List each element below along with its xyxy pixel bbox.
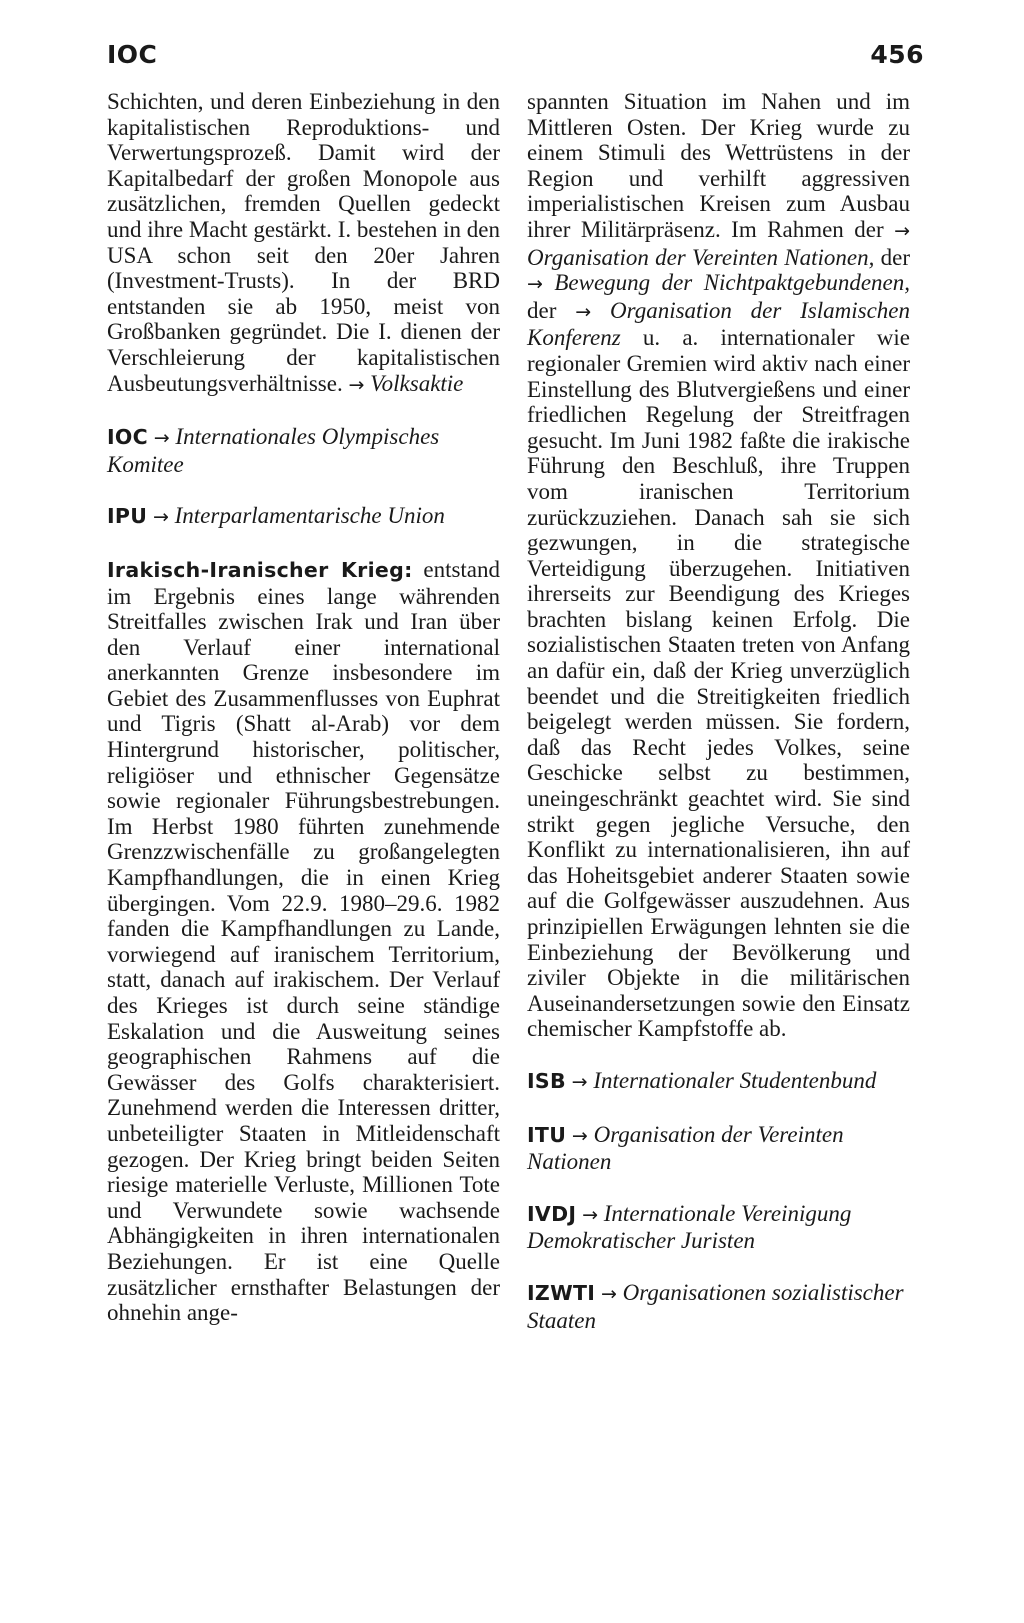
entry-text: spannten Situation im Nahen und im Mittleren Osten. Der Krieg wurde zu einem Stimuli des Wettrüstens in der Region und verhilft aggressiven imperialistischen Kreisen zum Ausbau ihrer Militärpräsenz. Im Rahmen der [527, 89, 910, 242]
entry-ipu [107, 503, 500, 531]
cross-reference-link[interactable]: Organisationen sozialistischer Staaten [527, 1279, 904, 1333]
entry-term: IPU [107, 504, 148, 529]
entry-text: entstand im Ergebnis eines lange währenden Streitfalles zwischen Irak und Iran über den Verlauf einer international anerkannten Grenze insbesondere im Gebiet des Zusammenflusses von Euphrat und Tigris (Shatt al-Arab) vor dem Hintergrund historischer, politischer, religiöser und ethnischer Gegensätze sowie regionaler Führungsbestrebungen. Im Herbst 1980 führten zunehmende Grenzzwischenfälle zu großangelegten Kampfhandlungen, die in einen Krieg übergingen. Vom 22.9. 1980–29.6. 1982 fanden die Kampfhandlungen zu Lande, vorwiegend auf iranischem Territorium, statt, danach auf irakischem. Der Verlauf des Krieges ist durch seine ständige Eskalation und die Ausweitung seines geographischen Rahmens auf die Gewässer des Golfs charakterisiert. Zunehmend werden die Interessen dritter, unbeteiligter Staaten in Mitleidenschaft gezogen. Der Krieg bringt beiden Seiten riesige materielle Verluste, Millionen Tote und Verwundete sowie wachsende Abhängigkeiten in ihren internationalen Beziehungen. Er ist eine Quelle zusätzlicher ernsthafter Belastungen der ohnehin ange- [107, 556, 501, 1326]
reference-arrow-icon: → [571, 1070, 588, 1093]
reference-arrow-icon: → [571, 1124, 588, 1147]
reference-arrow-icon: → [527, 273, 543, 296]
reference-arrow-icon: → [348, 373, 365, 396]
cross-reference-link[interactable]: Internationaler Studentenbund [593, 1067, 877, 1093]
entry-text: der [880, 244, 910, 270]
entry-isb [527, 1068, 910, 1096]
entry-ioc [107, 424, 500, 477]
page-number: 456 [870, 40, 924, 69]
cross-reference-link[interactable]: Organisation der Islamischen Konferenz [527, 297, 911, 351]
entry-term: IZWTI [527, 1280, 596, 1305]
entry-irak-iran-war-continuation [527, 89, 910, 1042]
cross-reference-link[interactable]: Interparlamentarische Union [174, 503, 445, 529]
entry-text: u. a. internationaler wie regionaler Gremien wird aktiv nach einer Einstellung des Blutvergießens und einer friedlichen Regelung der Streitfragen gesucht. Im Juni 1982 faßte die irakische Führung den Beschluß, ihre Truppen vom iranischen Territorium zurückzuziehen. Danach sah sie sich gezwungen, in die strategische Verteidigung überzugehen. Initiativen ihrerseits zur Beendigung des Krieges brachten bislang keinen Erfolg. Die sozialistischen Staaten treten von Anfang an dafür ein, daß der Krieg unverzüglich beendet und die Streitigkeiten friedlich beigelegt werden müssen. Sie fordern, daß das Recht jedes Volkes, seine Geschicke selbst zu bestimmen, uneingeschränkt geachtet wird. Sie sind strikt gegen jegliche Versuche, den Konflikt zu internationalisieren, ihn auf das Hoheitsgebiet anderer Staaten sowie auf die Golfgewässer auszudehnen. Aus prinzipiellen Erwägungen lehnten sie die Einbeziehung der Bevölkerung und ziviler Objekte in die militärischen Auseinandersetzungen sowie den Einsatz chemischer Kampfstoffe ab. [527, 325, 911, 1042]
reference-arrow-icon: → [894, 219, 910, 242]
left-column [107, 89, 500, 1326]
entry-ivdj [527, 1201, 910, 1254]
reference-arrow-icon: → [575, 300, 592, 323]
entry-term: ISB [527, 1068, 566, 1093]
entry-term: ITU [527, 1122, 567, 1147]
entry-irak-iran-war [107, 557, 500, 1326]
entry-term: IOC [107, 425, 148, 450]
investment-text: Schichten, und deren Einbeziehung in den kapitalistischen Reproduktions- und Verwertungsprozeß. Damit wird der Kapitalbedarf der großen Monopole aus zusätzlichen, fremden Quellen gedeckt und ihre Macht gestärkt. I. bestehen in den USA schon seit den 20er Jahren (Investment-Trusts). In der BRD entstanden sie ab 1950, meist von Großbanken gegründet. Die I. dienen der Verschleierung der kapitalistischen Ausbeutungsverhältnisse. [107, 89, 500, 396]
cross-reference-link[interactable]: Bewegung der Nichtpaktgebundenen, [554, 270, 910, 296]
cross-reference-link[interactable]: Internationale Vereinigung Demokratischer Juristen [527, 1200, 852, 1254]
cross-reference-link[interactable]: Organisation der Vereinten Nationen, [527, 244, 875, 270]
entry-text: der [527, 297, 557, 323]
reference-arrow-icon: → [152, 506, 169, 529]
running-head-keyword: IOC [107, 40, 158, 69]
entry-term: IVDJ [527, 1201, 577, 1226]
right-column [527, 89, 910, 1333]
entry-izwti [527, 1280, 910, 1333]
cross-reference-link[interactable]: Organisation der Vereinten Nationen [527, 1121, 844, 1175]
reference-arrow-icon: → [600, 1282, 617, 1305]
reference-arrow-icon: → [153, 427, 170, 450]
entry-itu [527, 1122, 910, 1175]
cross-reference-link[interactable]: Internationales Olympisches Komitee [107, 424, 440, 477]
entry-investment-continuation [107, 89, 500, 398]
cross-reference-link[interactable]: Volksaktie [370, 370, 464, 396]
reference-arrow-icon: → [582, 1203, 599, 1226]
entry-term: Irakisch-Iranischer Krieg: [107, 557, 413, 582]
